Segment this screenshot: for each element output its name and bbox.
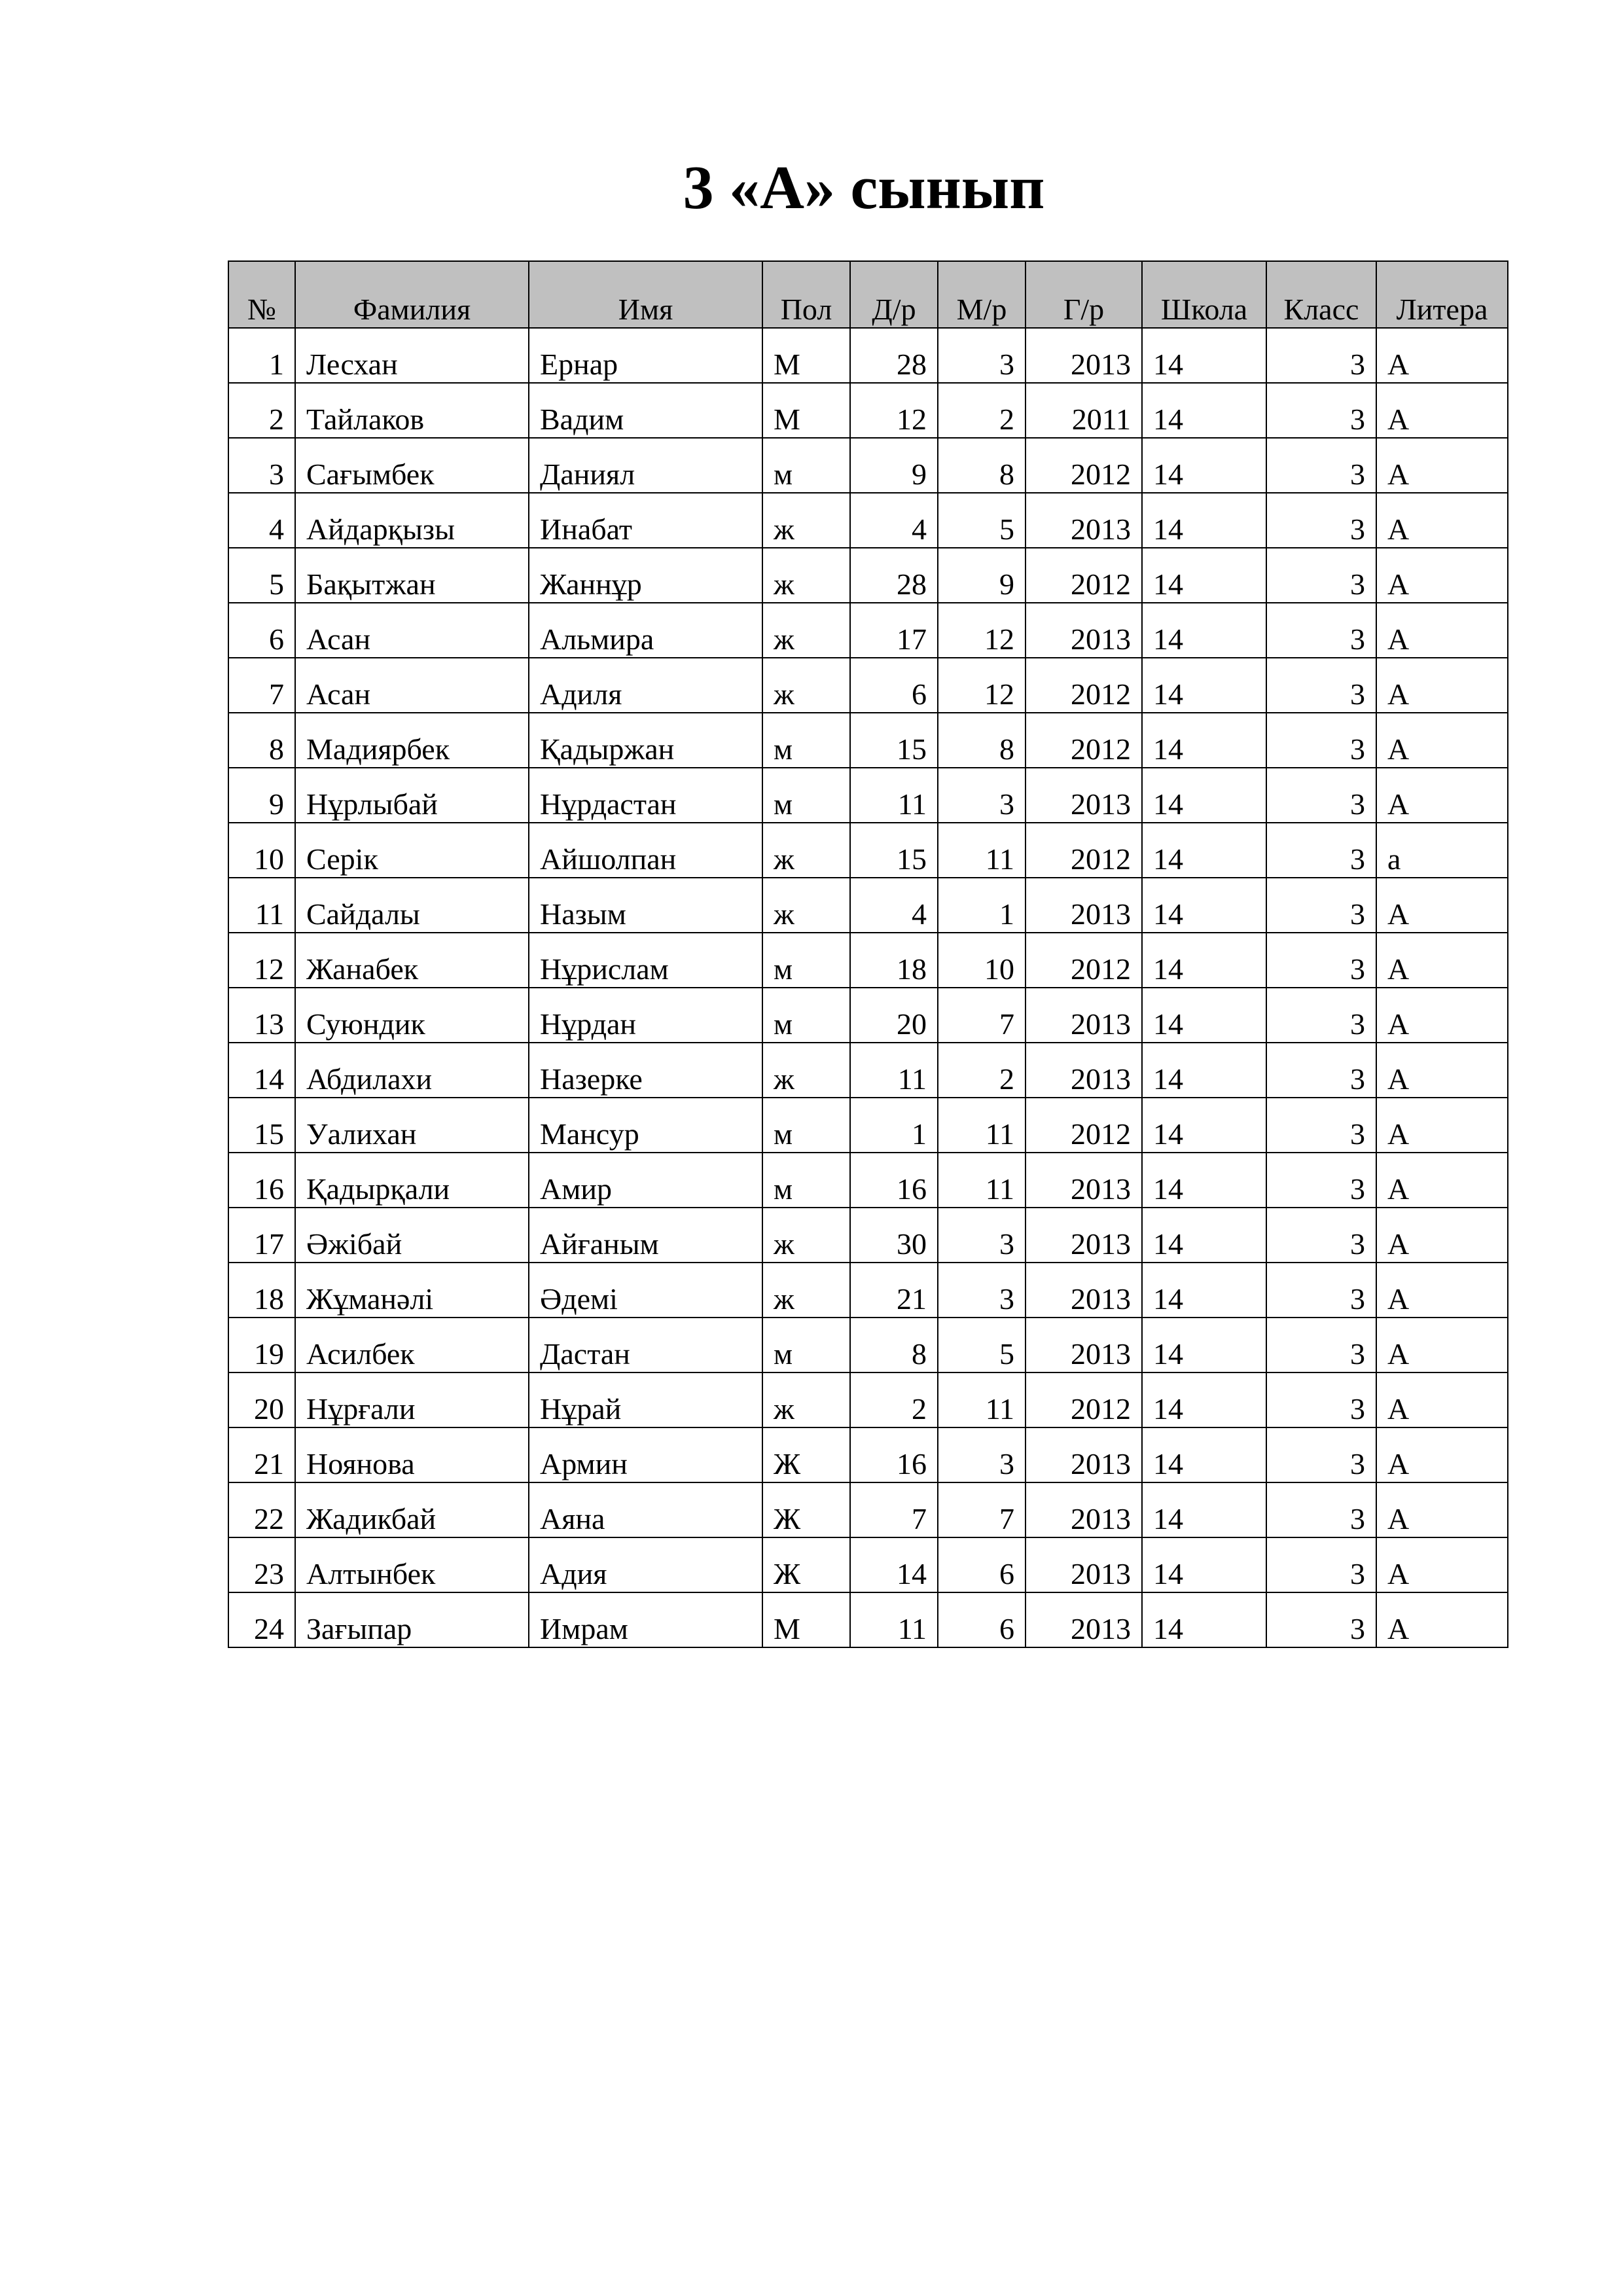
cell-gender: М bbox=[762, 383, 850, 438]
cell-name: Жаннұр bbox=[529, 548, 762, 603]
cell-gender: ж bbox=[762, 878, 850, 933]
cell-birth-month: 7 bbox=[938, 988, 1026, 1043]
cell-name: Адия bbox=[529, 1537, 762, 1592]
cell-school: 14 bbox=[1142, 1592, 1266, 1647]
cell-birth-year: 2013 bbox=[1026, 988, 1142, 1043]
cell-gender: Ж bbox=[762, 1537, 850, 1592]
cell-gender: м bbox=[762, 988, 850, 1043]
cell-number: 15 bbox=[228, 1098, 295, 1153]
cell-grade: 3 bbox=[1266, 768, 1376, 823]
cell-birth-year: 2012 bbox=[1026, 658, 1142, 713]
cell-birth-day: 20 bbox=[850, 988, 938, 1043]
cell-birth-year: 2013 bbox=[1026, 1318, 1142, 1372]
cell-school: 14 bbox=[1142, 383, 1266, 438]
cell-birth-year: 2013 bbox=[1026, 328, 1142, 383]
cell-number: 4 bbox=[228, 493, 295, 548]
cell-name: Нұрислам bbox=[529, 933, 762, 988]
cell-number: 12 bbox=[228, 933, 295, 988]
cell-gender: ж bbox=[762, 1263, 850, 1318]
cell-grade: 3 bbox=[1266, 328, 1376, 383]
cell-letter: А bbox=[1376, 713, 1508, 768]
cell-letter: А bbox=[1376, 1208, 1508, 1263]
cell-school: 14 bbox=[1142, 1537, 1266, 1592]
cell-birth-day: 9 bbox=[850, 438, 938, 493]
cell-letter: А bbox=[1376, 1537, 1508, 1592]
cell-number: 16 bbox=[228, 1153, 295, 1208]
cell-gender: м bbox=[762, 1153, 850, 1208]
cell-gender: Ж bbox=[762, 1482, 850, 1537]
cell-school: 14 bbox=[1142, 1153, 1266, 1208]
cell-grade: 3 bbox=[1266, 603, 1376, 658]
cell-birth-day: 2 bbox=[850, 1372, 938, 1427]
cell-surname: Жанабек bbox=[295, 933, 529, 988]
cell-birth-month: 5 bbox=[938, 493, 1026, 548]
cell-name: Нұрдастан bbox=[529, 768, 762, 823]
cell-number: 24 bbox=[228, 1592, 295, 1647]
cell-grade: 3 bbox=[1266, 1208, 1376, 1263]
cell-surname: Серік bbox=[295, 823, 529, 878]
cell-name: Әдемі bbox=[529, 1263, 762, 1318]
cell-surname: Абдилахи bbox=[295, 1043, 529, 1098]
header-gender: Пол bbox=[762, 261, 850, 328]
cell-birth-month: 6 bbox=[938, 1592, 1026, 1647]
cell-name: Имрам bbox=[529, 1592, 762, 1647]
cell-school: 14 bbox=[1142, 933, 1266, 988]
cell-letter: А bbox=[1376, 1098, 1508, 1153]
table-row bbox=[228, 548, 1508, 603]
cell-birth-year: 2013 bbox=[1026, 603, 1142, 658]
cell-school: 14 bbox=[1142, 493, 1266, 548]
cell-birth-year: 2013 bbox=[1026, 1482, 1142, 1537]
cell-letter: А bbox=[1376, 1043, 1508, 1098]
cell-birth-day: 11 bbox=[850, 768, 938, 823]
cell-gender: ж bbox=[762, 1208, 850, 1263]
cell-birth-day: 15 bbox=[850, 823, 938, 878]
cell-number: 3 bbox=[228, 438, 295, 493]
cell-grade: 3 bbox=[1266, 1592, 1376, 1647]
cell-number: 21 bbox=[228, 1427, 295, 1482]
cell-name: Қадыржан bbox=[529, 713, 762, 768]
table-row bbox=[228, 1427, 1508, 1482]
cell-birth-month: 8 bbox=[938, 438, 1026, 493]
student-roster-table bbox=[228, 260, 1508, 1648]
cell-birth-day: 4 bbox=[850, 493, 938, 548]
cell-letter: А bbox=[1376, 933, 1508, 988]
cell-birth-month: 7 bbox=[938, 1482, 1026, 1537]
cell-grade: 3 bbox=[1266, 1153, 1376, 1208]
table-row bbox=[228, 713, 1508, 768]
cell-gender: м bbox=[762, 1318, 850, 1372]
cell-letter: А bbox=[1376, 1263, 1508, 1318]
header-grade: Класс bbox=[1266, 261, 1376, 328]
cell-birth-year: 2013 bbox=[1026, 493, 1142, 548]
cell-surname: Асилбек bbox=[295, 1318, 529, 1372]
cell-name: Даниял bbox=[529, 438, 762, 493]
cell-letter: А bbox=[1376, 493, 1508, 548]
table-row bbox=[228, 1153, 1508, 1208]
cell-birth-month: 3 bbox=[938, 1208, 1026, 1263]
cell-surname: Қадырқали bbox=[295, 1153, 529, 1208]
cell-name: Ернар bbox=[529, 328, 762, 383]
cell-grade: 3 bbox=[1266, 548, 1376, 603]
cell-number: 7 bbox=[228, 658, 295, 713]
cell-gender: м bbox=[762, 933, 850, 988]
cell-name: Назерке bbox=[529, 1043, 762, 1098]
cell-birth-month: 3 bbox=[938, 1263, 1026, 1318]
cell-grade: 3 bbox=[1266, 1263, 1376, 1318]
cell-grade: 3 bbox=[1266, 1372, 1376, 1427]
cell-school: 14 bbox=[1142, 878, 1266, 933]
cell-grade: 3 bbox=[1266, 383, 1376, 438]
cell-school: 14 bbox=[1142, 988, 1266, 1043]
cell-number: 6 bbox=[228, 603, 295, 658]
cell-birth-day: 15 bbox=[850, 713, 938, 768]
cell-name: Вадим bbox=[529, 383, 762, 438]
cell-surname: Жұманәлі bbox=[295, 1263, 529, 1318]
cell-name: Мансур bbox=[529, 1098, 762, 1153]
cell-birth-month: 9 bbox=[938, 548, 1026, 603]
cell-name: Адиля bbox=[529, 658, 762, 713]
cell-school: 14 bbox=[1142, 1208, 1266, 1263]
cell-letter: А bbox=[1376, 658, 1508, 713]
table-row bbox=[228, 933, 1508, 988]
cell-grade: 3 bbox=[1266, 1482, 1376, 1537]
table-row bbox=[228, 1098, 1508, 1153]
cell-birth-day: 1 bbox=[850, 1098, 938, 1153]
cell-number: 5 bbox=[228, 548, 295, 603]
cell-birth-day: 16 bbox=[850, 1153, 938, 1208]
table-row bbox=[228, 988, 1508, 1043]
cell-birth-month: 6 bbox=[938, 1537, 1026, 1592]
cell-grade: 3 bbox=[1266, 1318, 1376, 1372]
cell-gender: М bbox=[762, 328, 850, 383]
cell-birth-year: 2013 bbox=[1026, 768, 1142, 823]
cell-birth-month: 10 bbox=[938, 933, 1026, 988]
header-surname: Фамилия bbox=[295, 261, 529, 328]
cell-surname: Нұрлыбай bbox=[295, 768, 529, 823]
cell-birth-year: 2012 bbox=[1026, 1372, 1142, 1427]
table-row bbox=[228, 493, 1508, 548]
cell-birth-day: 28 bbox=[850, 328, 938, 383]
cell-surname: Лесхан bbox=[295, 328, 529, 383]
cell-birth-year: 2013 bbox=[1026, 1427, 1142, 1482]
cell-school: 14 bbox=[1142, 1098, 1266, 1153]
header-birth-year: Г/р bbox=[1026, 261, 1142, 328]
cell-gender: м bbox=[762, 768, 850, 823]
table-row bbox=[228, 1592, 1508, 1647]
cell-surname: Жадикбай bbox=[295, 1482, 529, 1537]
header-birth-day: Д/р bbox=[850, 261, 938, 328]
cell-grade: 3 bbox=[1266, 823, 1376, 878]
cell-surname: Асан bbox=[295, 658, 529, 713]
cell-letter: А bbox=[1376, 878, 1508, 933]
cell-gender: ж bbox=[762, 1043, 850, 1098]
cell-number: 2 bbox=[228, 383, 295, 438]
cell-surname: Әжібай bbox=[295, 1208, 529, 1263]
cell-surname: Уалихан bbox=[295, 1098, 529, 1153]
cell-birth-year: 2012 bbox=[1026, 1098, 1142, 1153]
cell-birth-month: 2 bbox=[938, 1043, 1026, 1098]
cell-surname: Нұрғали bbox=[295, 1372, 529, 1427]
cell-gender: м bbox=[762, 438, 850, 493]
cell-school: 14 bbox=[1142, 823, 1266, 878]
cell-birth-month: 3 bbox=[938, 1427, 1026, 1482]
cell-school: 14 bbox=[1142, 328, 1266, 383]
cell-number: 13 bbox=[228, 988, 295, 1043]
cell-name: Нұрдан bbox=[529, 988, 762, 1043]
cell-name: Айғаным bbox=[529, 1208, 762, 1263]
cell-school: 14 bbox=[1142, 548, 1266, 603]
cell-letter: А bbox=[1376, 438, 1508, 493]
table-row bbox=[228, 1043, 1508, 1098]
cell-gender: Ж bbox=[762, 1427, 850, 1482]
cell-birth-year: 2013 bbox=[1026, 1537, 1142, 1592]
cell-name: Дастан bbox=[529, 1318, 762, 1372]
table-row bbox=[228, 438, 1508, 493]
table-body bbox=[228, 328, 1508, 1647]
cell-birth-day: 6 bbox=[850, 658, 938, 713]
cell-school: 14 bbox=[1142, 1482, 1266, 1537]
table-row bbox=[228, 658, 1508, 713]
cell-surname: Бақытжан bbox=[295, 548, 529, 603]
cell-school: 14 bbox=[1142, 1427, 1266, 1482]
cell-letter: А bbox=[1376, 548, 1508, 603]
cell-grade: 3 bbox=[1266, 878, 1376, 933]
cell-birth-year: 2013 bbox=[1026, 1263, 1142, 1318]
cell-birth-year: 2012 bbox=[1026, 438, 1142, 493]
cell-birth-year: 2013 bbox=[1026, 1153, 1142, 1208]
cell-grade: 3 bbox=[1266, 493, 1376, 548]
cell-name: Армин bbox=[529, 1427, 762, 1482]
cell-letter: А bbox=[1376, 1153, 1508, 1208]
cell-birth-month: 11 bbox=[938, 1372, 1026, 1427]
header-birth-month: М/р bbox=[938, 261, 1026, 328]
cell-letter: А bbox=[1376, 988, 1508, 1043]
table-row bbox=[228, 1263, 1508, 1318]
cell-birth-day: 14 bbox=[850, 1537, 938, 1592]
cell-grade: 3 bbox=[1266, 438, 1376, 493]
cell-school: 14 bbox=[1142, 1043, 1266, 1098]
cell-birth-year: 2011 bbox=[1026, 383, 1142, 438]
cell-school: 14 bbox=[1142, 768, 1266, 823]
cell-school: 14 bbox=[1142, 1372, 1266, 1427]
cell-birth-year: 2013 bbox=[1026, 878, 1142, 933]
cell-surname: Асан bbox=[295, 603, 529, 658]
table-row bbox=[228, 1537, 1508, 1592]
cell-gender: м bbox=[762, 1098, 850, 1153]
table-header-row bbox=[228, 261, 1508, 328]
cell-birth-day: 17 bbox=[850, 603, 938, 658]
cell-school: 14 bbox=[1142, 713, 1266, 768]
cell-birth-month: 8 bbox=[938, 713, 1026, 768]
cell-birth-month: 12 bbox=[938, 603, 1026, 658]
cell-number: 11 bbox=[228, 878, 295, 933]
cell-gender: ж bbox=[762, 603, 850, 658]
cell-birth-year: 2012 bbox=[1026, 933, 1142, 988]
cell-birth-day: 11 bbox=[850, 1592, 938, 1647]
cell-birth-day: 8 bbox=[850, 1318, 938, 1372]
cell-number: 22 bbox=[228, 1482, 295, 1537]
cell-name: Айшолпан bbox=[529, 823, 762, 878]
cell-birth-month: 5 bbox=[938, 1318, 1026, 1372]
cell-birth-year: 2013 bbox=[1026, 1592, 1142, 1647]
cell-birth-day: 21 bbox=[850, 1263, 938, 1318]
cell-birth-day: 11 bbox=[850, 1043, 938, 1098]
table-row bbox=[228, 823, 1508, 878]
cell-birth-year: 2013 bbox=[1026, 1043, 1142, 1098]
cell-grade: 3 bbox=[1266, 1043, 1376, 1098]
cell-name: Назым bbox=[529, 878, 762, 933]
cell-gender: ж bbox=[762, 658, 850, 713]
cell-surname: Зағыпар bbox=[295, 1592, 529, 1647]
cell-name: Инабат bbox=[529, 493, 762, 548]
cell-name: Альмира bbox=[529, 603, 762, 658]
table-row bbox=[228, 1318, 1508, 1372]
cell-grade: 3 bbox=[1266, 933, 1376, 988]
cell-birth-month: 2 bbox=[938, 383, 1026, 438]
cell-number: 18 bbox=[228, 1263, 295, 1318]
cell-surname: Тайлаков bbox=[295, 383, 529, 438]
cell-number: 8 bbox=[228, 713, 295, 768]
cell-surname: Сайдалы bbox=[295, 878, 529, 933]
cell-name: Аяна bbox=[529, 1482, 762, 1537]
cell-birth-day: 18 bbox=[850, 933, 938, 988]
header-letter: Литера bbox=[1376, 261, 1508, 328]
cell-birth-month: 11 bbox=[938, 823, 1026, 878]
cell-birth-month: 11 bbox=[938, 1153, 1026, 1208]
table-row bbox=[228, 1372, 1508, 1427]
cell-surname: Сағымбек bbox=[295, 438, 529, 493]
table-row bbox=[228, 878, 1508, 933]
cell-birth-day: 28 bbox=[850, 548, 938, 603]
cell-gender: ж bbox=[762, 823, 850, 878]
cell-grade: 3 bbox=[1266, 713, 1376, 768]
cell-birth-month: 3 bbox=[938, 328, 1026, 383]
cell-number: 17 bbox=[228, 1208, 295, 1263]
cell-number: 14 bbox=[228, 1043, 295, 1098]
cell-grade: 3 bbox=[1266, 1427, 1376, 1482]
table-row bbox=[228, 328, 1508, 383]
cell-birth-month: 12 bbox=[938, 658, 1026, 713]
cell-letter: А bbox=[1376, 1592, 1508, 1647]
cell-name: Амир bbox=[529, 1153, 762, 1208]
cell-surname: Айдарқызы bbox=[295, 493, 529, 548]
cell-surname: Суюндик bbox=[295, 988, 529, 1043]
cell-letter: А bbox=[1376, 1372, 1508, 1427]
cell-school: 14 bbox=[1142, 658, 1266, 713]
cell-gender: ж bbox=[762, 1372, 850, 1427]
cell-birth-year: 2012 bbox=[1026, 713, 1142, 768]
cell-letter: А bbox=[1376, 328, 1508, 383]
cell-surname: Мадиярбек bbox=[295, 713, 529, 768]
cell-letter: а bbox=[1376, 823, 1508, 878]
page-title: 3 «А» сынып bbox=[683, 154, 1045, 222]
cell-grade: 3 bbox=[1266, 1537, 1376, 1592]
cell-birth-day: 30 bbox=[850, 1208, 938, 1263]
cell-school: 14 bbox=[1142, 1263, 1266, 1318]
table-row bbox=[228, 1208, 1508, 1263]
cell-grade: 3 bbox=[1266, 658, 1376, 713]
cell-surname: Алтынбек bbox=[295, 1537, 529, 1592]
cell-gender: М bbox=[762, 1592, 850, 1647]
cell-number: 19 bbox=[228, 1318, 295, 1372]
cell-birth-day: 12 bbox=[850, 383, 938, 438]
cell-number: 23 bbox=[228, 1537, 295, 1592]
cell-birth-year: 2012 bbox=[1026, 823, 1142, 878]
cell-number: 1 bbox=[228, 328, 295, 383]
cell-surname: Ноянова bbox=[295, 1427, 529, 1482]
table-row bbox=[228, 603, 1508, 658]
cell-gender: ж bbox=[762, 548, 850, 603]
cell-birth-year: 2012 bbox=[1026, 548, 1142, 603]
cell-name: Нұрай bbox=[529, 1372, 762, 1427]
cell-birth-month: 1 bbox=[938, 878, 1026, 933]
cell-gender: м bbox=[762, 713, 850, 768]
cell-letter: А bbox=[1376, 1318, 1508, 1372]
cell-number: 10 bbox=[228, 823, 295, 878]
cell-school: 14 bbox=[1142, 438, 1266, 493]
cell-gender: ж bbox=[762, 493, 850, 548]
cell-letter: А bbox=[1376, 603, 1508, 658]
cell-grade: 3 bbox=[1266, 1098, 1376, 1153]
header-school: Школа bbox=[1142, 261, 1266, 328]
cell-grade: 3 bbox=[1266, 988, 1376, 1043]
cell-birth-day: 7 bbox=[850, 1482, 938, 1537]
header-number: № bbox=[228, 261, 295, 328]
cell-birth-day: 4 bbox=[850, 878, 938, 933]
cell-birth-month: 11 bbox=[938, 1098, 1026, 1153]
cell-birth-year: 2013 bbox=[1026, 1208, 1142, 1263]
cell-letter: А bbox=[1376, 1482, 1508, 1537]
header-name: Имя bbox=[529, 261, 762, 328]
cell-school: 14 bbox=[1142, 1318, 1266, 1372]
cell-letter: А bbox=[1376, 1427, 1508, 1482]
table-row bbox=[228, 768, 1508, 823]
cell-school: 14 bbox=[1142, 603, 1266, 658]
cell-letter: А bbox=[1376, 768, 1508, 823]
cell-birth-day: 16 bbox=[850, 1427, 938, 1482]
cell-number: 20 bbox=[228, 1372, 295, 1427]
table-row bbox=[228, 383, 1508, 438]
table-row bbox=[228, 1482, 1508, 1537]
cell-letter: А bbox=[1376, 383, 1508, 438]
cell-birth-month: 3 bbox=[938, 768, 1026, 823]
cell-number: 9 bbox=[228, 768, 295, 823]
